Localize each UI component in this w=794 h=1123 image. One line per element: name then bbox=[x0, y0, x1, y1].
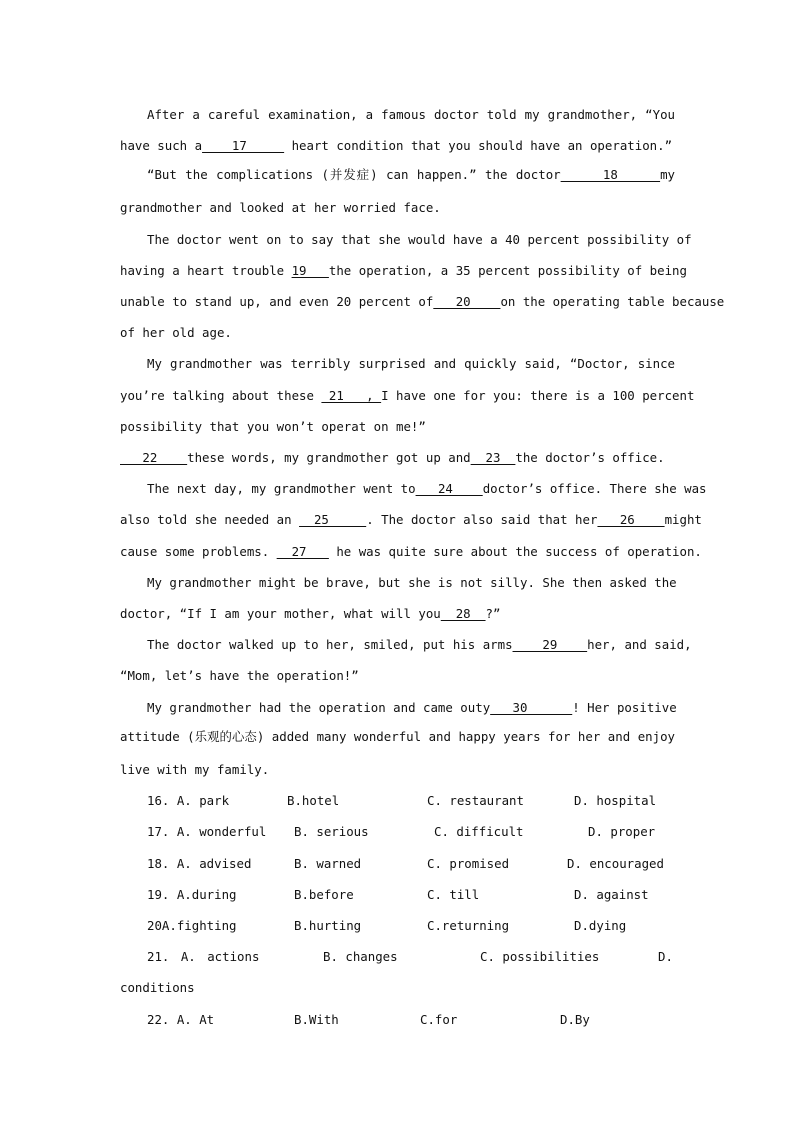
option-c: C. possibilities bbox=[480, 949, 600, 964]
blank-18: 18 bbox=[560, 167, 661, 182]
blank-23: 23 bbox=[470, 450, 516, 465]
text-span: doctor, “If I am your mother, what will you bbox=[120, 606, 441, 621]
blank-24: 24 bbox=[415, 481, 483, 496]
text-span: My grandmother had the operation and came outy bbox=[147, 700, 491, 715]
option-c: C. promised bbox=[427, 856, 510, 871]
text-span: have such a bbox=[120, 138, 203, 153]
text-line bbox=[147, 481, 707, 497]
blank-19: 19 bbox=[291, 263, 329, 278]
option-d: D.dying bbox=[574, 918, 627, 933]
question-number-option-a: 18. A. advised bbox=[147, 856, 252, 871]
option-b: B.before bbox=[294, 887, 354, 902]
blank-26: 26 bbox=[597, 512, 665, 527]
text-line bbox=[120, 450, 675, 466]
text-line bbox=[120, 606, 675, 622]
text-span: the operation, a 35 percent possibility of being bbox=[328, 263, 687, 278]
question-number-option-a: 20A.fighting bbox=[147, 918, 237, 933]
text-line bbox=[147, 637, 692, 653]
blank-21: 21 , bbox=[321, 388, 382, 403]
question-number-option-a: 17. A. wonderful bbox=[147, 824, 267, 839]
text-line bbox=[147, 167, 675, 183]
text-span: The doctor walked up to her, smiled, put his arms bbox=[147, 637, 513, 652]
question-number-option-a: 16. A. park bbox=[147, 793, 230, 808]
text-span: might bbox=[664, 512, 702, 527]
text-span: also told she needed an bbox=[120, 512, 300, 527]
text-span: cause some problems. bbox=[120, 544, 277, 559]
text-line: The doctor went on to say that she would have a 40 percent possibility of bbox=[147, 232, 692, 247]
text-span: unable to stand up, and even 20 percent of bbox=[120, 294, 434, 309]
text-span: The next day, my grandmother went to bbox=[147, 481, 416, 496]
option-c: C. till bbox=[427, 887, 480, 902]
question-number-option-a: 22. A. At bbox=[147, 1012, 215, 1027]
option-b: B.hotel bbox=[287, 793, 340, 808]
blank-27: 27 bbox=[276, 544, 329, 559]
text-line bbox=[120, 388, 695, 404]
text-line bbox=[120, 294, 725, 310]
text-line: live with my family. bbox=[120, 762, 270, 777]
text-span: I have one for you: there is a 100 percent bbox=[381, 388, 695, 403]
text-line bbox=[120, 512, 702, 528]
text-span: “But the complications (并发症) can happen.” the doctor bbox=[147, 167, 561, 182]
blank-22: 22 bbox=[120, 450, 188, 465]
option-d: D. proper bbox=[588, 824, 656, 839]
option-b: B. serious bbox=[294, 824, 369, 839]
text-line: of her old age. bbox=[120, 325, 232, 340]
blank-20: 20 bbox=[433, 294, 501, 309]
text-line: attitude (乐观的心态) added many wonderful and happy years for her and enjoy bbox=[120, 729, 675, 744]
option-d: D.By bbox=[560, 1012, 590, 1027]
option-b: B. warned bbox=[294, 856, 362, 871]
text-span: these words, my grandmother got up and bbox=[187, 450, 471, 465]
text-line: My grandmother was terribly surprised and quickly said, “Doctor, since bbox=[147, 356, 675, 371]
option-b: B.hurting bbox=[294, 918, 362, 933]
text-span: ! Her positive bbox=[572, 700, 677, 715]
text-span: having a heart trouble bbox=[120, 263, 292, 278]
blank-25: 25 bbox=[299, 512, 367, 527]
text-line bbox=[120, 263, 687, 279]
text-line: My grandmother might be brave, but she is not silly. She then asked the bbox=[147, 575, 677, 590]
text-span: on the operating table because bbox=[500, 294, 725, 309]
text-line: “Mom, let’s have the operation!” bbox=[120, 668, 359, 683]
text-span: you’re talking about these bbox=[120, 388, 322, 403]
text-span: the doctor’s office. bbox=[515, 450, 665, 465]
text-line: possibility that you won’t operat on me!” bbox=[120, 419, 426, 434]
blank-28: 28 bbox=[440, 606, 486, 621]
text-span: doctor’s office. There she was bbox=[482, 481, 707, 496]
option-d-continuation: conditions bbox=[120, 980, 195, 995]
option-b: B. changes bbox=[323, 949, 398, 964]
text-line bbox=[120, 138, 675, 154]
option-c: C.returning bbox=[427, 918, 510, 933]
option-d: D. against bbox=[574, 887, 649, 902]
option-d: D. bbox=[658, 949, 673, 964]
blank-29: 29 bbox=[512, 637, 588, 652]
question-number-option-a: 19. A.during bbox=[147, 887, 237, 902]
text-span: ?” bbox=[485, 606, 501, 621]
text-span: her, and said, bbox=[587, 637, 692, 652]
option-b: B.With bbox=[294, 1012, 339, 1027]
text-line: grandmother and looked at her worried face. bbox=[120, 200, 441, 215]
option-d: D. hospital bbox=[574, 793, 657, 808]
option-d: D. encouraged bbox=[567, 856, 664, 871]
text-span: heart condition that you should have an operation.” bbox=[284, 138, 673, 153]
blank-30: 30 bbox=[490, 700, 573, 715]
option-c: C. restaurant bbox=[427, 793, 524, 808]
text-line bbox=[147, 700, 675, 716]
text-line bbox=[120, 544, 702, 560]
text-span: my bbox=[660, 167, 675, 182]
blank-17: 17 bbox=[202, 138, 285, 153]
text-span: . The doctor also said that her bbox=[366, 512, 598, 527]
option-c: C.for bbox=[420, 1012, 458, 1027]
text-line: After a careful examination, a famous doctor told my grandmother, “You bbox=[147, 107, 675, 122]
question-number-option-a: 21. A. actions bbox=[147, 949, 260, 964]
text-span: he was quite sure about the success of operation. bbox=[328, 544, 702, 559]
option-c: C. difficult bbox=[434, 824, 524, 839]
